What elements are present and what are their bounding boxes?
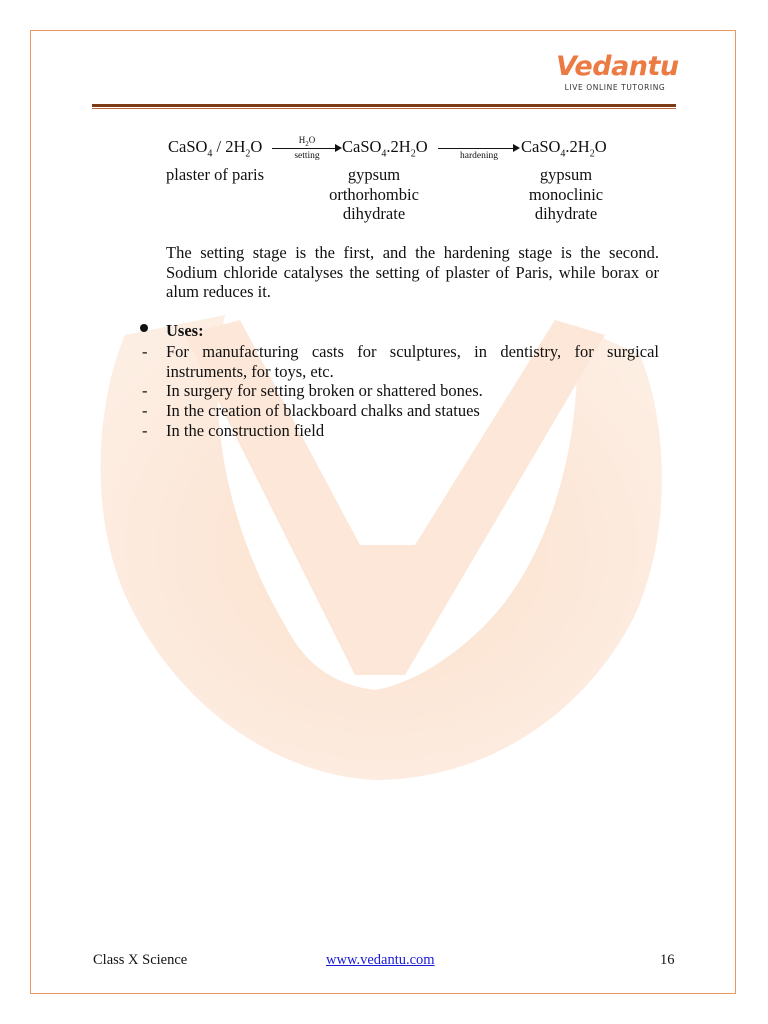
uses-list-item: In surgery for setting broken or shattered bones. xyxy=(166,381,483,400)
arrow-reagent-label: $H_2O$ xyxy=(298,135,316,148)
dash-marker: - xyxy=(142,401,148,420)
logo-wordmark: Vedantu xyxy=(556,51,679,82)
product-label-line: dihydrate xyxy=(534,204,598,223)
footer-class-label: Class X Science xyxy=(93,952,188,968)
arrow-setting-label: setting xyxy=(294,151,320,161)
bullet-icon xyxy=(140,324,148,332)
reaction-reactant: CaSO$_4$ / $2H_2O$ xyxy=(168,137,263,160)
footer-website-link[interactable]: www.vedantu.com xyxy=(326,952,435,968)
header-rule xyxy=(92,104,676,107)
intermediate-label-line: gypsum xyxy=(347,165,401,184)
setting-arrow xyxy=(272,135,342,161)
dash-marker: - xyxy=(142,381,148,400)
uses-heading: Uses: xyxy=(166,321,204,340)
arrow-hardening-label: hardening xyxy=(460,151,498,161)
logo-tagline: LIVE ONLINE TUTORING xyxy=(564,83,666,92)
product-label xyxy=(506,165,626,224)
intermediate-label xyxy=(314,165,434,224)
page-number: 16 xyxy=(660,952,675,968)
reaction-intermediate: $CaSO_4.2H_2O$ xyxy=(342,137,428,160)
dash-marker: - xyxy=(142,421,148,440)
reaction-product: $CaSO_4.2H_2O$ xyxy=(521,137,607,160)
dash-marker: - xyxy=(142,342,148,361)
reactant-label: plaster of paris xyxy=(166,165,265,184)
hardening-arrow xyxy=(438,136,520,161)
setting-paragraph: The setting stage is the first, and the hardening stage is the second. Sodium chloride catalyses the setting of plaster of Paris, while borax or alum reduces it. xyxy=(166,243,659,301)
uses-list-item: In the creation of blackboard chalks and statues xyxy=(166,401,480,420)
intermediate-label-line: orthorhombic xyxy=(329,184,419,204)
vedantu-logo[interactable] xyxy=(556,50,679,98)
uses-list-item: For manufacturing casts for sculptures, in dentistry, for surgical instruments, for toys, etc. xyxy=(166,342,659,381)
header-rule-thin xyxy=(92,108,676,109)
product-label-line: gypsum xyxy=(539,165,593,184)
product-label-line: monoclinic xyxy=(528,184,604,204)
intermediate-label-line: dihydrate xyxy=(342,204,406,223)
uses-list-item: In the construction field xyxy=(166,421,325,440)
